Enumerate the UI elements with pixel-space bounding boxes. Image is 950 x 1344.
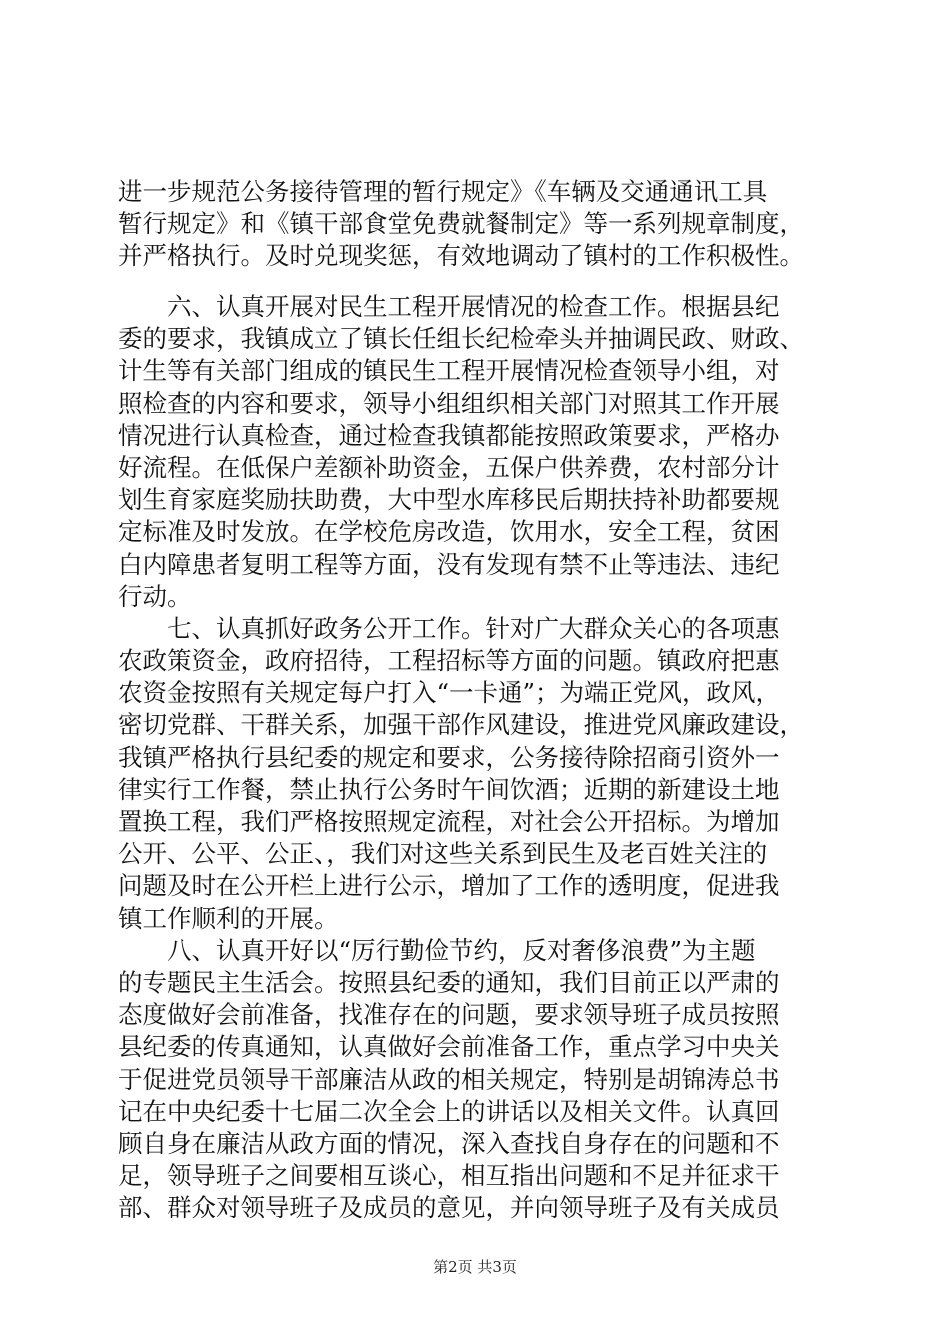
text-line: 态度做好会前准备，找准存在的问题，要求领导班子成员按照 <box>118 1000 780 1030</box>
text-line: 我镇严格执行县纪委的规定和要求，公务接待除招商引资外一 <box>118 742 780 772</box>
text-line: 记在中央纪委十七届二次全会上的讲话以及相关文件。认真回 <box>118 1096 780 1126</box>
text-line: 行动。 <box>118 581 192 611</box>
text-line: 定标准及时发放。在学校危房改造，饮用水，安全工程，贫困 <box>118 517 780 547</box>
text-line: 公开、公平、公正、，我们对这些关系到民生及老百姓关注的 <box>118 839 768 869</box>
text-line: 部、群众对领导班子及成员的意见，并向领导班子及有关成员 <box>118 1193 780 1223</box>
text-line: 情况进行认真检查，通过检查我镇都能按照政策要求，严格办 <box>118 420 780 450</box>
text-line: 好流程。在低保户差额补助资金，五保户供养费，农村部分计 <box>118 452 780 482</box>
text-line: 进一步规范公务接待管理的暂行规定》《车辆及交通通讯工具 <box>118 177 768 206</box>
text-line: 于促进党员领导干部廉洁从政的相关规定，特别是胡锦涛总书 <box>118 1064 780 1094</box>
text-line: 置换工程，我们严格按照规定流程，对社会公开招标。为增加 <box>118 807 780 836</box>
text-line: 足，领导班子之间要相互谈心，相互指出问题和不足并征求干 <box>118 1161 780 1191</box>
section-six-heading-line: 六、认真开展对民生工程开展情况的检查工作。根据县纪 <box>167 292 780 321</box>
section-eight-heading-line: 八、认真开好以“厉行勤俭节约，反对奢侈浪费”为主题 <box>167 935 756 965</box>
text-line: 划生育家庭奖励扶助费，大中型水库移民后期扶持补助都要规 <box>118 485 780 515</box>
text-line: 并严格执行。及时兑现奖惩，有效地调动了镇村的工作积极性。 <box>118 241 804 271</box>
document-body <box>118 291 848 1224</box>
text-line: 委的要求，我镇成立了镇长任组长纪检牵头并抽调民政、财政、 <box>118 324 804 354</box>
text-line: 镇工作顺利的开展。 <box>118 903 339 933</box>
text-line: 县纪委的传真通知，认真做好会前准备工作，重点学习中央关 <box>118 1032 780 1062</box>
text-line: 计生等有关部门组成的镇民生工程开展情况检查领导小组，对 <box>118 356 780 386</box>
section-seven-heading-line: 七、认真抓好政务公开工作。针对广大群众关心的各项惠 <box>167 613 780 643</box>
text-line: 的专题民主生活会。按照县纪委的通知，我们目前正以严肃的 <box>118 967 780 997</box>
text-line: 律实行工作餐，禁止执行公务时午间饮酒；近期的新建设土地 <box>118 774 780 804</box>
text-line: 照检查的内容和要求，领导小组组织相关部门对照其工作开展 <box>118 388 780 418</box>
text-line: 密切党群、干群关系，加强干部作风建设，推进党风廉政建设， <box>118 710 804 740</box>
text-line: 暂行规定》和《镇干部食堂免费就餐制定》等一系列规章制度， <box>118 209 804 239</box>
text-line: 农资金按照有关规定每户打入“一卡通”；为端正党风，政风， <box>118 678 781 708</box>
text-line: 顾自身在廉洁从政方面的情况，深入查找自身存在的问题和不 <box>118 1128 780 1158</box>
text-line: 农政策资金，政府招待，工程招标等方面的问题。镇政府把惠 <box>118 646 780 676</box>
text-line: 问题及时在公开栏上进行公示，增加了工作的透明度，促进我 <box>118 871 780 901</box>
text-line: 白内障患者复明工程等方面，没有发现有禁不止等违法、违纪 <box>118 549 780 579</box>
page-number-footer: 第2页 共3页 <box>433 1258 517 1276</box>
paragraph-continuation <box>118 176 848 273</box>
